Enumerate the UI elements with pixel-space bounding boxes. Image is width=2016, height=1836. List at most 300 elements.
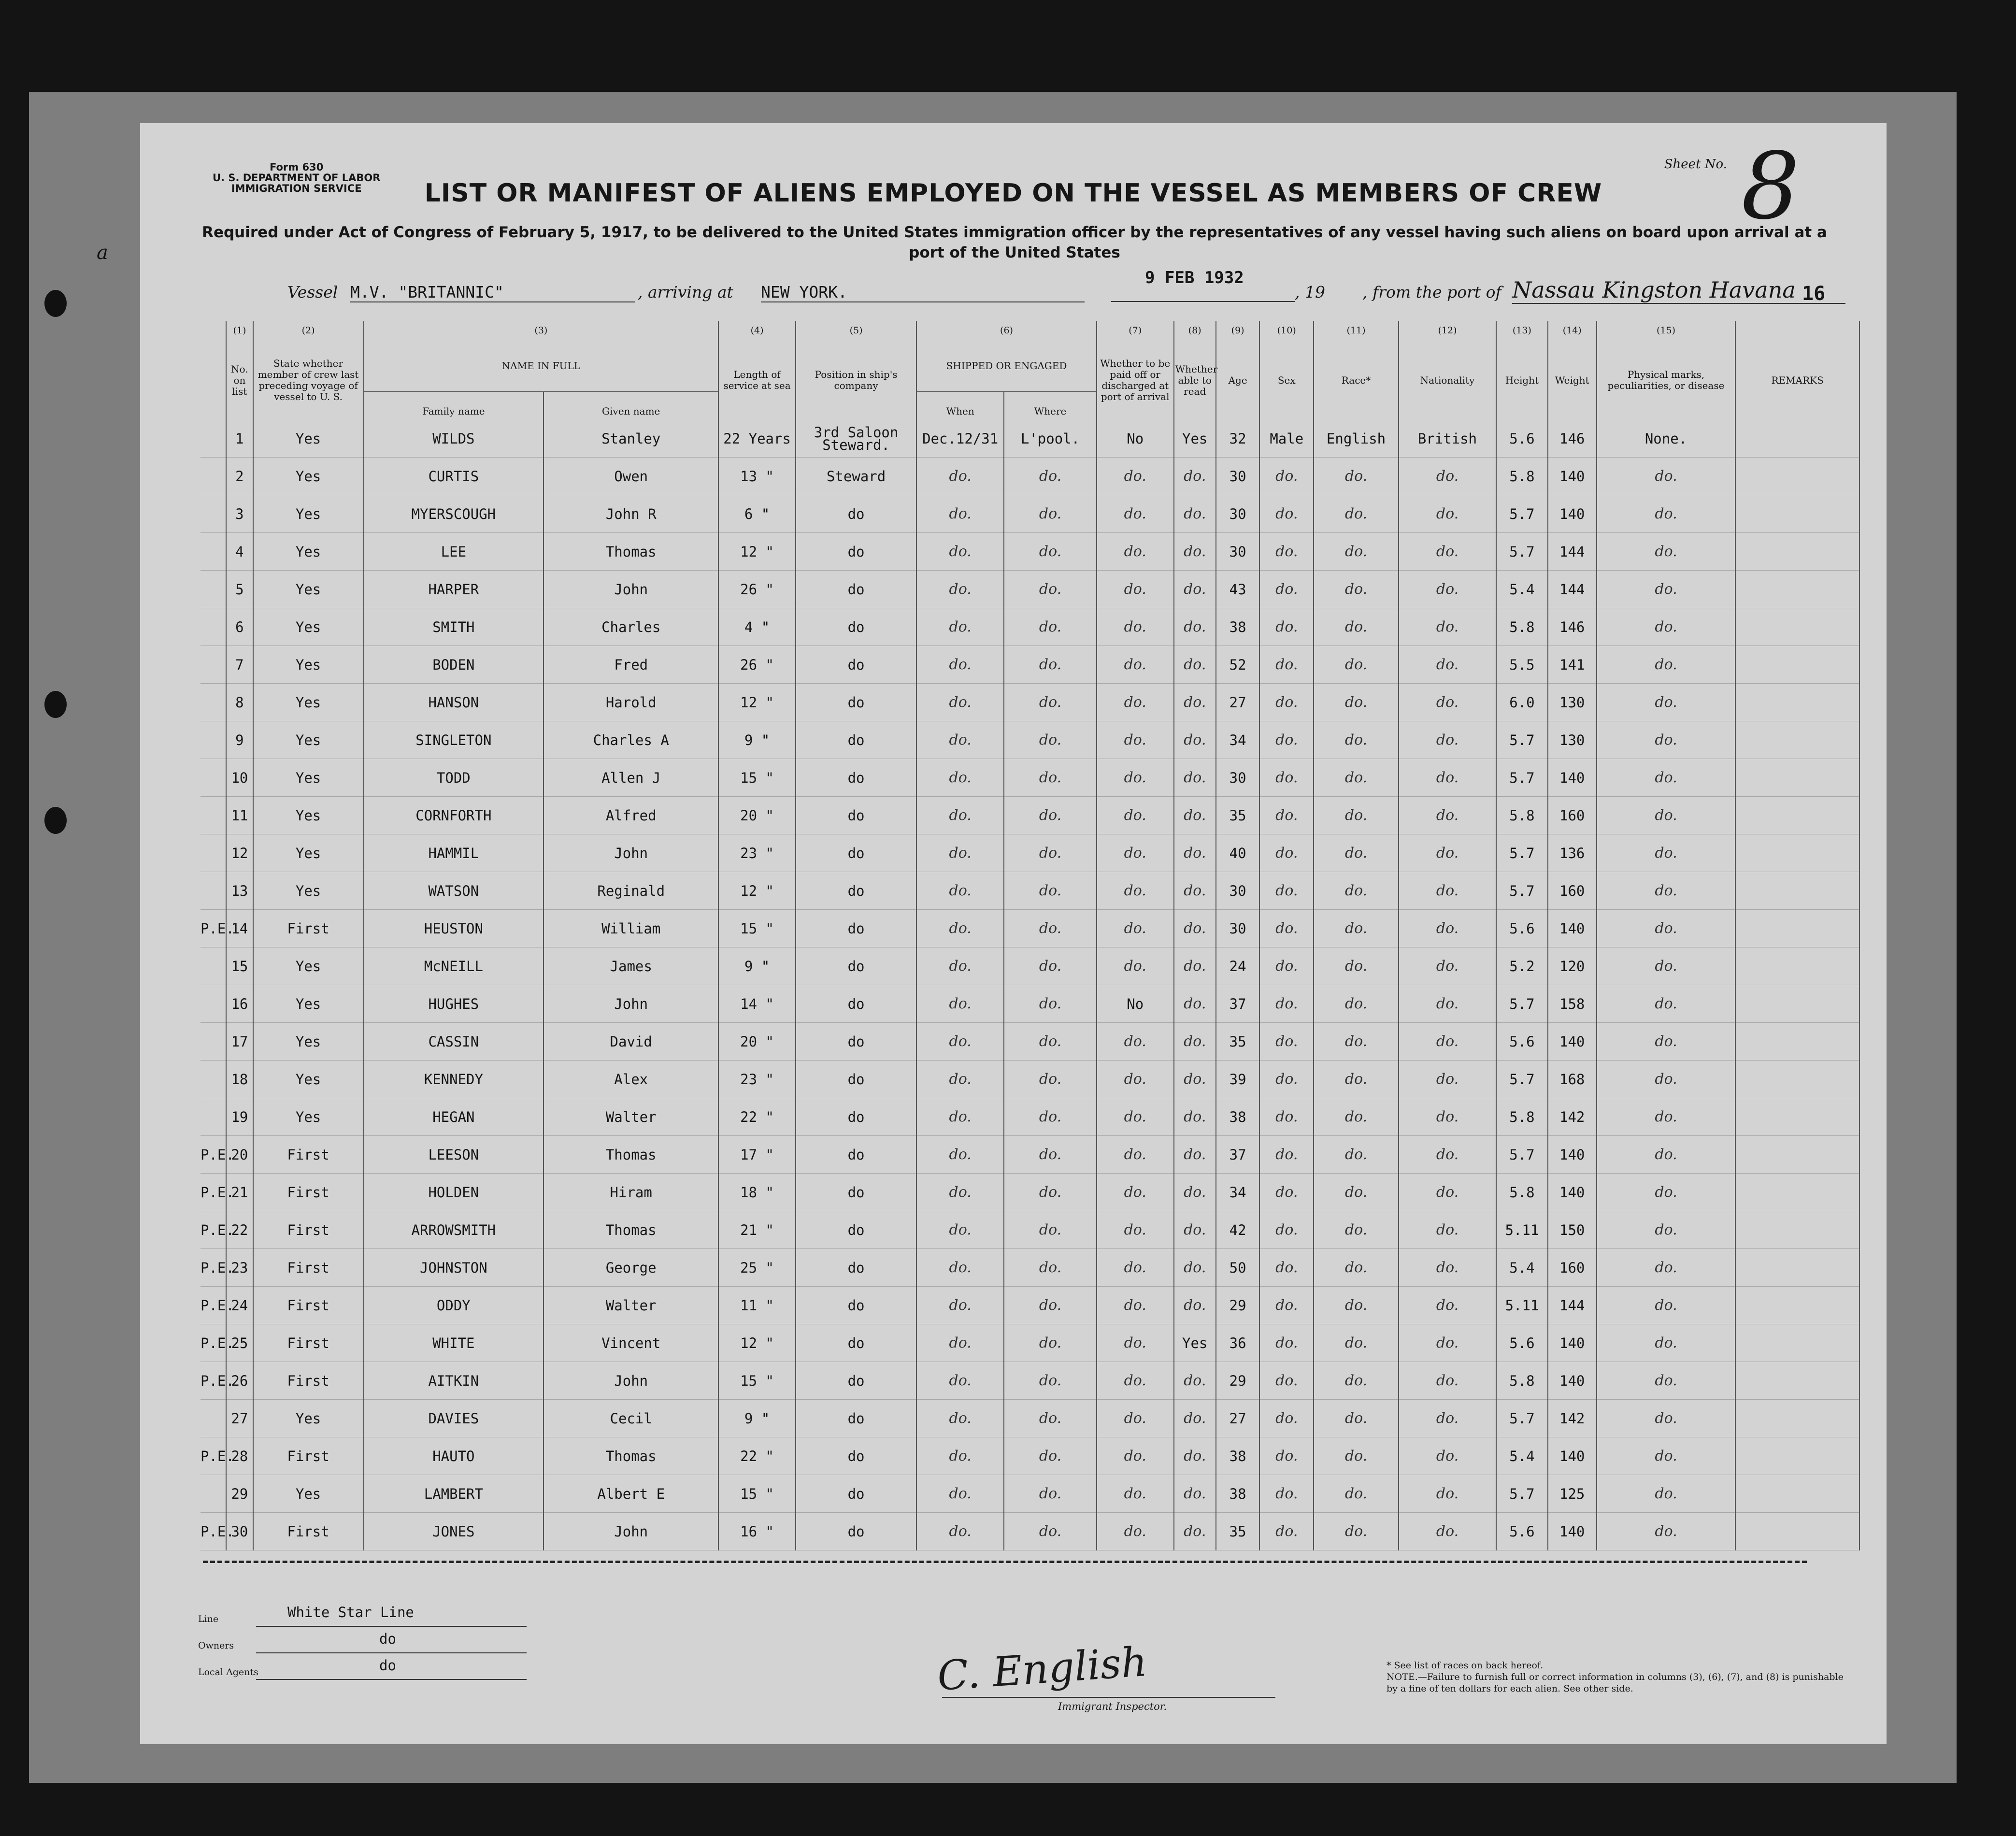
row-remarks (1735, 947, 1859, 985)
row-nationality: do. (1399, 608, 1496, 646)
row-remarks (1735, 1023, 1859, 1061)
row-length-of-service: 12 " (718, 1324, 796, 1362)
row-mark: P.E. (200, 1362, 226, 1400)
row-family-name: KENNEDY (364, 1061, 544, 1098)
row-paid-off: do. (1097, 910, 1174, 947)
row-physical-marks: do. (1597, 1249, 1735, 1287)
row-shipped-when: do. (916, 1513, 1004, 1550)
col-num: (13) (1496, 321, 1547, 341)
row-position: do (796, 1023, 916, 1061)
row-able-to-read: do. (1174, 985, 1216, 1023)
row-length-of-service: 4 " (718, 608, 796, 646)
row-previous-voyage: Yes (253, 533, 364, 571)
row-length-of-service: 26 " (718, 646, 796, 684)
row-length-of-service: 23 " (718, 834, 796, 872)
row-shipped-when: do. (916, 1249, 1004, 1287)
row-paid-off: No (1097, 420, 1174, 458)
row-family-name: LAMBERT (364, 1475, 544, 1513)
row-shipped-where: do. (1004, 947, 1097, 985)
table-row (200, 1249, 1859, 1287)
row-previous-voyage: Yes (253, 797, 364, 834)
row-race: do. (1314, 1287, 1399, 1324)
row-length-of-service: 6 " (718, 495, 796, 533)
table-row (200, 1513, 1859, 1550)
note-penalty: NOTE.—Failure to furnish full or correct information in columns (3), (6), (7), and (8) is punishable by a fine of ten dollars for each alien. See other side. (1387, 1672, 1844, 1694)
row-weight: 140 (1548, 910, 1597, 947)
from-port-label: , from the port of (1362, 283, 1501, 301)
row-weight: 160 (1548, 797, 1597, 834)
row-number: 17 (226, 1023, 253, 1061)
row-paid-off: do. (1097, 1174, 1174, 1211)
row-age: 37 (1216, 1136, 1260, 1174)
row-position: do (796, 646, 916, 684)
row-length-of-service: 26 " (718, 571, 796, 608)
row-position: do (796, 1324, 916, 1362)
row-race: do. (1314, 1362, 1399, 1400)
table-row (200, 1362, 1859, 1400)
row-able-to-read: do. (1174, 1249, 1216, 1287)
row-mark: P.E. (200, 1174, 226, 1211)
row-able-to-read: do. (1174, 834, 1216, 872)
row-length-of-service: 22 Years (718, 420, 796, 458)
table-row (200, 533, 1859, 571)
row-height: 5.7 (1496, 834, 1547, 872)
row-remarks (1735, 1098, 1859, 1136)
row-number: 30 (226, 1513, 253, 1550)
row-paid-off: do. (1097, 1098, 1174, 1136)
row-paid-off: do. (1097, 608, 1174, 646)
row-number: 16 (226, 985, 253, 1023)
row-able-to-read: Yes (1174, 420, 1216, 458)
row-sex: do. (1259, 834, 1314, 872)
row-remarks (1735, 1475, 1859, 1513)
row-shipped-where: do. (1004, 608, 1097, 646)
row-sex: do. (1259, 910, 1314, 947)
row-length-of-service: 17 " (718, 1136, 796, 1174)
row-position: Steward (796, 458, 916, 495)
row-height: 5.2 (1496, 947, 1547, 985)
row-race: do. (1314, 571, 1399, 608)
col-num: (4) (718, 321, 796, 341)
row-nationality: do. (1399, 1174, 1496, 1211)
row-able-to-read: do. (1174, 1437, 1216, 1475)
row-height: 5.8 (1496, 1174, 1547, 1211)
row-shipped-where: do. (1004, 495, 1097, 533)
row-family-name: HAUTO (364, 1437, 544, 1475)
row-weight: 150 (1548, 1211, 1597, 1249)
row-mark (200, 646, 226, 684)
row-physical-marks: do. (1597, 1513, 1735, 1550)
row-age: 27 (1216, 1400, 1260, 1437)
row-paid-off: do. (1097, 1287, 1174, 1324)
row-weight: 142 (1548, 1098, 1597, 1136)
row-race: do. (1314, 1098, 1399, 1136)
row-mark (200, 420, 226, 458)
margin-header (200, 321, 226, 341)
row-nationality: do. (1399, 834, 1496, 872)
row-able-to-read: do. (1174, 1513, 1216, 1550)
header-name-in-full: NAME IN FULL (364, 341, 719, 392)
row-number: 3 (226, 495, 253, 533)
row-position: do (796, 1400, 916, 1437)
notes (1387, 1660, 1845, 1694)
row-able-to-read: do. (1174, 1400, 1216, 1437)
row-race: do. (1314, 1437, 1399, 1475)
row-remarks (1735, 910, 1859, 947)
header-age: Age (1216, 341, 1260, 420)
row-number: 21 (226, 1174, 253, 1211)
row-length-of-service: 20 " (718, 797, 796, 834)
row-sex: do. (1259, 721, 1314, 759)
row-able-to-read: do. (1174, 947, 1216, 985)
row-height: 5.7 (1496, 1061, 1547, 1098)
row-length-of-service: 23 " (718, 1061, 796, 1098)
row-position: do (796, 910, 916, 947)
row-paid-off: do. (1097, 1513, 1174, 1550)
row-shipped-when: do. (916, 1400, 1004, 1437)
row-number: 28 (226, 1437, 253, 1475)
row-paid-off: do. (1097, 495, 1174, 533)
row-previous-voyage: First (253, 1136, 364, 1174)
row-paid-off: do. (1097, 646, 1174, 684)
row-length-of-service: 9 " (718, 721, 796, 759)
row-position: 3rd Saloon Steward. (796, 420, 916, 458)
row-nationality: do. (1399, 1023, 1496, 1061)
row-weight: 158 (1548, 985, 1597, 1023)
form-department: U. S. DEPARTMENT OF LABOR (213, 172, 381, 184)
row-age: 30 (1216, 533, 1260, 571)
row-height: 5.6 (1496, 1513, 1547, 1550)
row-previous-voyage: Yes (253, 834, 364, 872)
col-num: (7) (1097, 321, 1174, 341)
row-length-of-service: 11 " (718, 1287, 796, 1324)
row-family-name: HOLDEN (364, 1174, 544, 1211)
row-nationality: do. (1399, 1061, 1496, 1098)
row-age: 37 (1216, 985, 1260, 1023)
row-nationality: do. (1399, 1098, 1496, 1136)
row-physical-marks: do. (1597, 495, 1735, 533)
row-weight: 140 (1548, 1174, 1597, 1211)
row-race: do. (1314, 1136, 1399, 1174)
row-shipped-when: do. (916, 910, 1004, 947)
row-shipped-when: do. (916, 759, 1004, 797)
header-sex: Sex (1259, 341, 1314, 420)
row-shipped-when: do. (916, 872, 1004, 910)
row-height: 5.8 (1496, 1362, 1547, 1400)
row-previous-voyage: Yes (253, 420, 364, 458)
row-nationality: do. (1399, 1362, 1496, 1400)
row-number: 6 (226, 608, 253, 646)
row-weight: 146 (1548, 608, 1597, 646)
line-label: Line (198, 1614, 219, 1624)
row-able-to-read: do. (1174, 608, 1216, 646)
row-nationality: do. (1399, 947, 1496, 985)
row-mark: P.E. (200, 1249, 226, 1287)
row-number: 15 (226, 947, 253, 985)
row-sex: do. (1259, 1249, 1314, 1287)
row-family-name: LEE (364, 533, 544, 571)
row-shipped-where: do. (1004, 1437, 1097, 1475)
form-number: Form 630 (270, 161, 324, 173)
header-physical-marks: Physical marks, peculiarities, or disease (1597, 341, 1735, 420)
row-weight: 140 (1548, 1362, 1597, 1400)
row-given-name: Thomas (543, 1211, 718, 1249)
row-given-name: Albert E (543, 1475, 718, 1513)
row-family-name: WATSON (364, 872, 544, 910)
row-given-name: Vincent (543, 1324, 718, 1362)
row-sex: do. (1259, 1136, 1314, 1174)
row-mark (200, 985, 226, 1023)
row-given-name: Thomas (543, 533, 718, 571)
table-row (200, 947, 1859, 985)
row-age: 38 (1216, 1475, 1260, 1513)
row-length-of-service: 14 " (718, 985, 796, 1023)
row-family-name: MYERSCOUGH (364, 495, 544, 533)
row-age: 39 (1216, 1061, 1260, 1098)
row-previous-voyage: Yes (253, 571, 364, 608)
row-race: do. (1314, 1513, 1399, 1550)
row-mark (200, 684, 226, 721)
row-race: do. (1314, 458, 1399, 495)
row-weight: 140 (1548, 1513, 1597, 1550)
row-previous-voyage: Yes (253, 1061, 364, 1098)
row-paid-off: do. (1097, 571, 1174, 608)
row-paid-off: do. (1097, 1400, 1174, 1437)
row-number: 10 (226, 759, 253, 797)
table-row (200, 1324, 1859, 1362)
row-position: do (796, 1513, 916, 1550)
row-position: do (796, 985, 916, 1023)
row-physical-marks: do. (1597, 571, 1735, 608)
row-given-name: Harold (543, 684, 718, 721)
row-sex: do. (1259, 1287, 1314, 1324)
row-height: 5.6 (1496, 1023, 1547, 1061)
row-given-name: Walter (543, 1287, 718, 1324)
row-mark (200, 872, 226, 910)
header-nationality: Nationality (1399, 341, 1496, 420)
row-position: do (796, 1475, 916, 1513)
row-position: do (796, 1287, 916, 1324)
table-row (200, 1400, 1859, 1437)
row-length-of-service: 22 " (718, 1437, 796, 1475)
row-nationality: do. (1399, 797, 1496, 834)
row-physical-marks: do. (1597, 1174, 1735, 1211)
row-mark (200, 458, 226, 495)
row-physical-marks: do. (1597, 872, 1735, 910)
row-shipped-where: do. (1004, 1061, 1097, 1098)
table-row (200, 872, 1859, 910)
row-weight: 142 (1548, 1400, 1597, 1437)
row-shipped-when: do. (916, 1023, 1004, 1061)
row-able-to-read: do. (1174, 721, 1216, 759)
row-race: do. (1314, 1211, 1399, 1249)
row-number: 26 (226, 1362, 253, 1400)
row-nationality: do. (1399, 1249, 1496, 1287)
row-physical-marks: do. (1597, 1211, 1735, 1249)
binder-hole (44, 290, 67, 317)
row-family-name: DAVIES (364, 1400, 544, 1437)
row-number: 20 (226, 1136, 253, 1174)
row-mark: P.E. (200, 1211, 226, 1249)
row-able-to-read: do. (1174, 1211, 1216, 1249)
row-shipped-where: do. (1004, 533, 1097, 571)
row-height: 5.8 (1496, 1098, 1547, 1136)
table-row (200, 834, 1859, 872)
col-num: (14) (1548, 321, 1597, 341)
row-physical-marks: do. (1597, 1475, 1735, 1513)
table-row (200, 420, 1859, 458)
header-when: When (916, 392, 1004, 420)
row-remarks (1735, 533, 1859, 571)
row-mark: P.E. (200, 1513, 226, 1550)
row-age: 29 (1216, 1287, 1260, 1324)
table-row (200, 608, 1859, 646)
row-height: 5.7 (1496, 759, 1547, 797)
row-weight: 140 (1548, 1324, 1597, 1362)
row-nationality: do. (1399, 1136, 1496, 1174)
row-given-name: George (543, 1249, 718, 1287)
row-sex: Male (1259, 420, 1314, 458)
row-family-name: HEUSTON (364, 910, 544, 947)
row-position: do (796, 1098, 916, 1136)
row-weight: 160 (1548, 872, 1597, 910)
header-given-name: Given name (543, 392, 718, 420)
row-family-name: CORNFORTH (364, 797, 544, 834)
header-able-to-read: Whether able to read (1174, 341, 1216, 420)
row-nationality: do. (1399, 1475, 1496, 1513)
row-previous-voyage: Yes (253, 684, 364, 721)
row-sex: do. (1259, 1098, 1314, 1136)
row-previous-voyage: Yes (253, 1475, 364, 1513)
table-row (200, 1136, 1859, 1174)
row-family-name: CURTIS (364, 458, 544, 495)
header-previous-voyage: State whether member of crew last preceding voyage of vessel to U. S. (253, 341, 364, 420)
row-weight: 136 (1548, 834, 1597, 872)
row-shipped-when: do. (916, 1362, 1004, 1400)
row-sex: do. (1259, 608, 1314, 646)
row-nationality: do. (1399, 646, 1496, 684)
row-sex: do. (1259, 571, 1314, 608)
row-previous-voyage: Yes (253, 1023, 364, 1061)
row-number: 24 (226, 1287, 253, 1324)
row-age: 35 (1216, 1513, 1260, 1550)
row-given-name: John (543, 1362, 718, 1400)
row-mark: P.E. (200, 910, 226, 947)
row-given-name: John (543, 571, 718, 608)
row-age: 36 (1216, 1324, 1260, 1362)
col-num: (11) (1314, 321, 1399, 341)
row-race: do. (1314, 1400, 1399, 1437)
row-race: do. (1314, 834, 1399, 872)
row-physical-marks: do. (1597, 1324, 1735, 1362)
row-physical-marks: do. (1597, 721, 1735, 759)
row-previous-voyage: First (253, 1174, 364, 1211)
row-given-name: Alfred (543, 797, 718, 834)
row-previous-voyage: First (253, 1513, 364, 1550)
row-shipped-where: do. (1004, 571, 1097, 608)
header-remarks: REMARKS (1735, 341, 1859, 420)
row-physical-marks: do. (1597, 646, 1735, 684)
column-number-row (200, 321, 1859, 341)
row-age: 34 (1216, 721, 1260, 759)
row-number: 18 (226, 1061, 253, 1098)
row-length-of-service: 9 " (718, 947, 796, 985)
row-shipped-when: do. (916, 985, 1004, 1023)
row-nationality: do. (1399, 533, 1496, 571)
row-remarks (1735, 608, 1859, 646)
row-physical-marks: do. (1597, 684, 1735, 721)
row-race: do. (1314, 1061, 1399, 1098)
row-sex: do. (1259, 1513, 1314, 1550)
row-remarks (1735, 684, 1859, 721)
row-family-name: McNEILL (364, 947, 544, 985)
row-given-name: Allen J (543, 759, 718, 797)
vessel-label: Vessel (287, 283, 338, 301)
row-height: 5.11 (1496, 1287, 1547, 1324)
document-title: LIST OR MANIFEST OF ALIENS EMPLOYED ON THE VESSEL AS MEMBERS OF CREW (424, 179, 1602, 208)
row-shipped-where: do. (1004, 1023, 1097, 1061)
row-height: 5.4 (1496, 571, 1547, 608)
row-sex: do. (1259, 458, 1314, 495)
row-length-of-service: 16 " (718, 1513, 796, 1550)
row-position: do (796, 533, 916, 571)
row-length-of-service: 18 " (718, 1174, 796, 1211)
row-shipped-when: do. (916, 834, 1004, 872)
row-weight: 146 (1548, 420, 1597, 458)
row-family-name: HAMMIL (364, 834, 544, 872)
sheet-number-label: Sheet No. (1664, 157, 1727, 172)
header-paid-off: Whether to be paid off or discharged at port of arrival (1097, 341, 1174, 420)
row-family-name: AITKIN (364, 1362, 544, 1400)
row-given-name: Charles A (543, 721, 718, 759)
row-previous-voyage: Yes (253, 947, 364, 985)
row-number: 25 (226, 1324, 253, 1362)
row-physical-marks: do. (1597, 1362, 1735, 1400)
row-remarks (1735, 1174, 1859, 1211)
header-position: Position in ship's company (796, 341, 916, 420)
row-remarks (1735, 420, 1859, 458)
row-sex: do. (1259, 947, 1314, 985)
table-row (200, 1287, 1859, 1324)
row-previous-voyage: Yes (253, 1098, 364, 1136)
row-given-name: John (543, 834, 718, 872)
row-shipped-when: do. (916, 1136, 1004, 1174)
row-age: 42 (1216, 1211, 1260, 1249)
row-race: do. (1314, 495, 1399, 533)
owners-label: Owners (198, 1640, 234, 1651)
row-given-name: William (543, 910, 718, 947)
row-race: do. (1314, 797, 1399, 834)
row-age: 30 (1216, 910, 1260, 947)
row-remarks (1735, 1437, 1859, 1475)
row-position: do (796, 495, 916, 533)
vessel-name: M.V. "BRITANNIC" (350, 283, 635, 302)
row-age: 35 (1216, 797, 1260, 834)
row-family-name: HEGAN (364, 1098, 544, 1136)
row-nationality: do. (1399, 1437, 1496, 1475)
header-height: Height (1496, 341, 1547, 420)
row-race: do. (1314, 533, 1399, 571)
row-sex: do. (1259, 495, 1314, 533)
row-previous-voyage: First (253, 1362, 364, 1400)
row-mark (200, 1475, 226, 1513)
row-shipped-when: do. (916, 1174, 1004, 1211)
row-previous-voyage: Yes (253, 872, 364, 910)
row-length-of-service: 15 " (718, 1362, 796, 1400)
row-given-name: Cecil (543, 1400, 718, 1437)
row-mark: P.E. (200, 1437, 226, 1475)
row-paid-off: do. (1097, 1061, 1174, 1098)
